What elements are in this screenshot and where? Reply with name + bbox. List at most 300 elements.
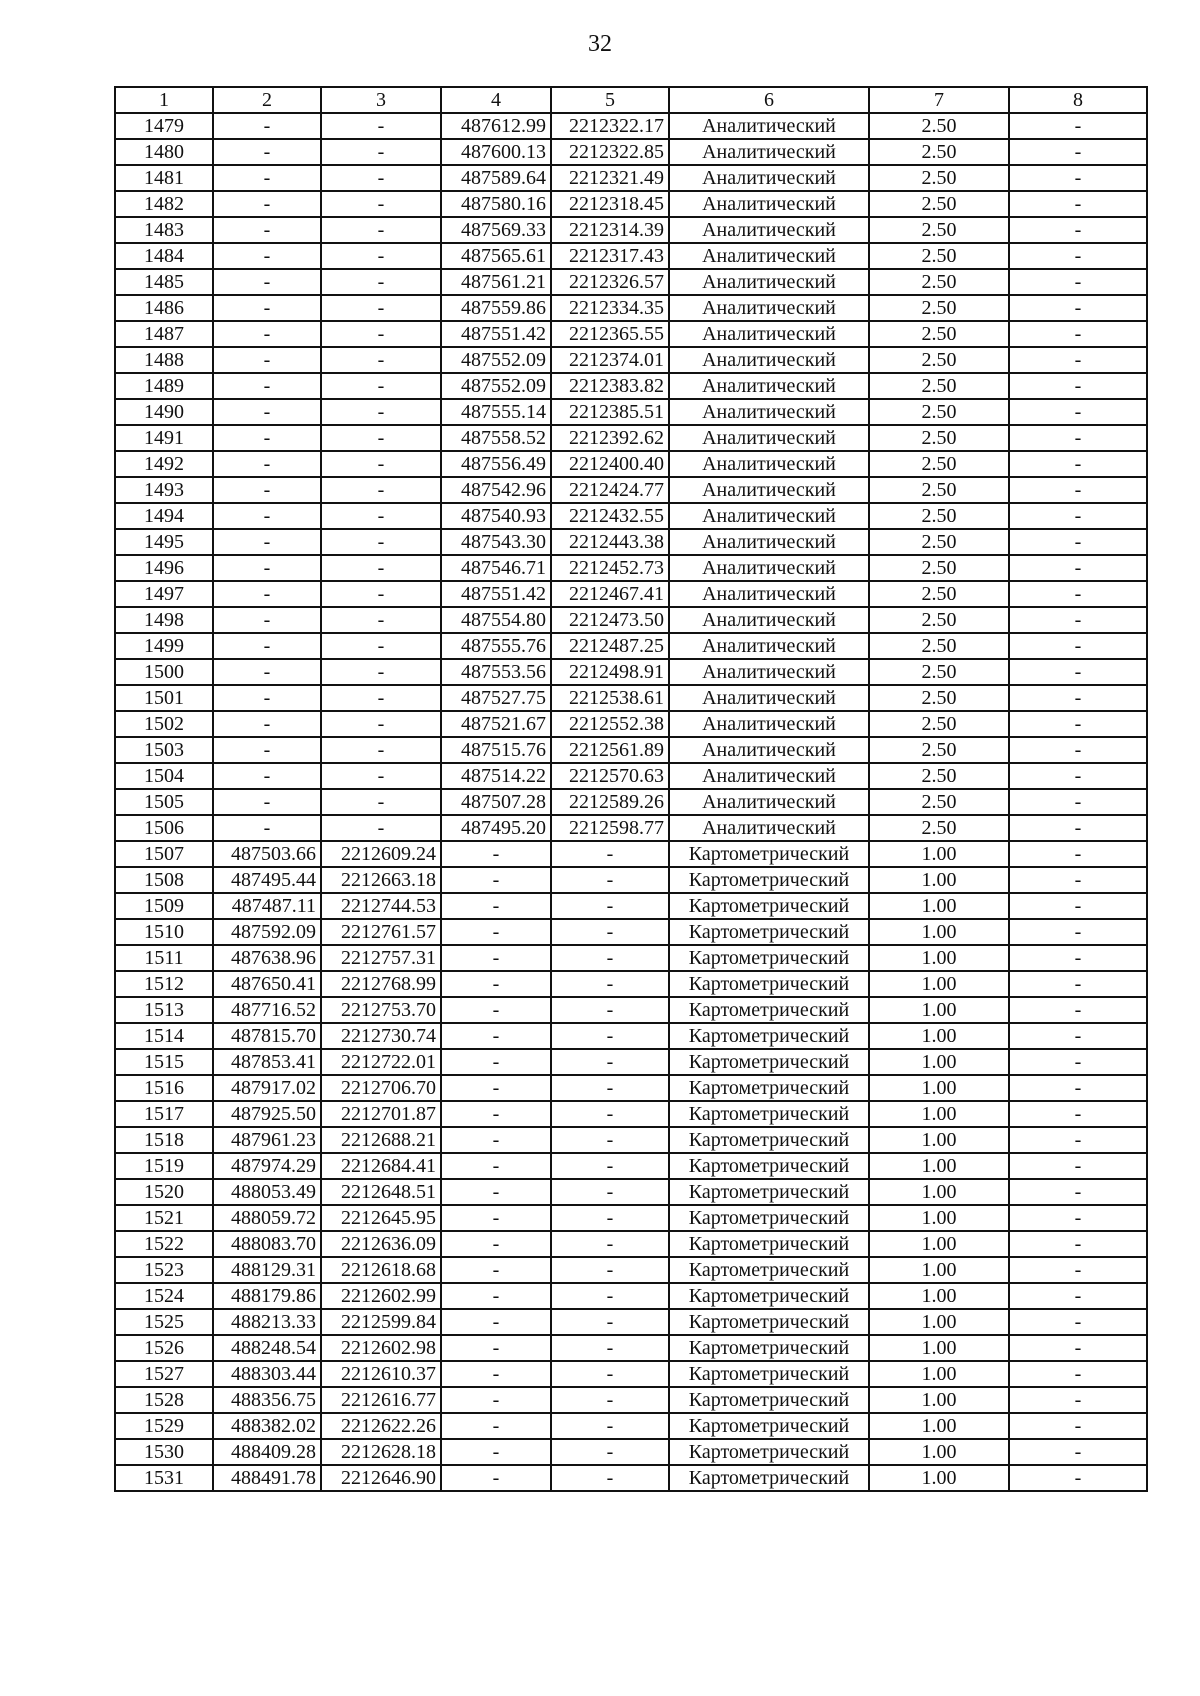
table-row	[115, 191, 1147, 217]
x-coord-cell: 487555.14	[441, 399, 551, 425]
y-coord-cell: 2212365.55	[551, 321, 669, 347]
table-row	[115, 243, 1147, 269]
x-coord-cell: 487542.96	[441, 477, 551, 503]
method-cell: Аналитический	[669, 581, 869, 607]
x-coord-cell: 488382.02	[213, 1413, 321, 1439]
note-cell: -	[1009, 711, 1147, 737]
accuracy-cell: 1.00	[869, 1283, 1009, 1309]
accuracy-cell: 1.00	[869, 867, 1009, 893]
table-row	[115, 451, 1147, 477]
table-row	[115, 425, 1147, 451]
accuracy-cell: 1.00	[869, 1361, 1009, 1387]
method-cell: Картометрический	[669, 893, 869, 919]
note-cell: -	[1009, 1387, 1147, 1413]
x-coord-cell: 487495.20	[441, 815, 551, 841]
note-cell: -	[1009, 1205, 1147, 1231]
method-cell: Картометрический	[669, 1205, 869, 1231]
note-cell: -	[1009, 191, 1147, 217]
table-row	[115, 867, 1147, 893]
column-header: 4	[441, 87, 551, 113]
point-number-cell: 1515	[115, 1049, 213, 1075]
table-row	[115, 711, 1147, 737]
accuracy-cell: 2.50	[869, 295, 1009, 321]
method-cell: Картометрический	[669, 1231, 869, 1257]
table-row	[115, 139, 1147, 165]
y-coord-cell: 2212744.53	[321, 893, 441, 919]
accuracy-cell: 2.50	[869, 685, 1009, 711]
column-header: 6	[669, 87, 869, 113]
x-coord-cell: -	[213, 191, 321, 217]
x-coord-cell: 487555.76	[441, 633, 551, 659]
x-coord-cell: -	[213, 373, 321, 399]
table-row	[115, 1023, 1147, 1049]
method-cell: Картометрический	[669, 1361, 869, 1387]
x-coord-cell: 487514.22	[441, 763, 551, 789]
point-number-cell: 1482	[115, 191, 213, 217]
x-coord-cell: 488213.33	[213, 1309, 321, 1335]
y-coord-cell: 2212684.41	[321, 1153, 441, 1179]
note-cell: -	[1009, 737, 1147, 763]
x-coord-cell: 488248.54	[213, 1335, 321, 1361]
point-number-cell: 1526	[115, 1335, 213, 1361]
method-cell: Картометрический	[669, 919, 869, 945]
method-cell: Аналитический	[669, 477, 869, 503]
note-cell: -	[1009, 685, 1147, 711]
y-coord-cell: -	[321, 789, 441, 815]
x-coord-cell: 487917.02	[213, 1075, 321, 1101]
y-coord-cell: -	[321, 295, 441, 321]
point-number-cell: 1524	[115, 1283, 213, 1309]
y-coord-cell: 2212730.74	[321, 1023, 441, 1049]
table-row	[115, 919, 1147, 945]
note-cell: -	[1009, 763, 1147, 789]
method-cell: Аналитический	[669, 269, 869, 295]
note-cell: -	[1009, 971, 1147, 997]
table-row	[115, 1387, 1147, 1413]
x-coord-cell: 487495.44	[213, 867, 321, 893]
point-number-cell: 1528	[115, 1387, 213, 1413]
note-cell: -	[1009, 347, 1147, 373]
accuracy-cell: 2.50	[869, 399, 1009, 425]
x-coord-cell: 488083.70	[213, 1231, 321, 1257]
y-coord-cell: -	[321, 503, 441, 529]
accuracy-cell: 1.00	[869, 1049, 1009, 1075]
table-row	[115, 607, 1147, 633]
point-number-cell: 1511	[115, 945, 213, 971]
accuracy-cell: 2.50	[869, 763, 1009, 789]
y-coord-cell: 2212645.95	[321, 1205, 441, 1231]
note-cell: -	[1009, 113, 1147, 139]
accuracy-cell: 1.00	[869, 971, 1009, 997]
y-coord-cell: 2212321.49	[551, 165, 669, 191]
note-cell: -	[1009, 633, 1147, 659]
method-cell: Аналитический	[669, 165, 869, 191]
y-coord-cell: 2212552.38	[551, 711, 669, 737]
column-header: 2	[213, 87, 321, 113]
accuracy-cell: 2.50	[869, 529, 1009, 555]
x-coord-cell: 487546.71	[441, 555, 551, 581]
y-coord-cell: -	[321, 139, 441, 165]
y-coord-cell: 2212467.41	[551, 581, 669, 607]
method-cell: Картометрический	[669, 1283, 869, 1309]
method-cell: Картометрический	[669, 1023, 869, 1049]
y-coord-cell: -	[551, 1361, 669, 1387]
y-coord-cell: -	[551, 1127, 669, 1153]
y-coord-cell: -	[551, 1231, 669, 1257]
y-coord-cell: 2212374.01	[551, 347, 669, 373]
y-coord-cell: 2212768.99	[321, 971, 441, 997]
accuracy-cell: 2.50	[869, 503, 1009, 529]
x-coord-cell: -	[441, 1153, 551, 1179]
note-cell: -	[1009, 555, 1147, 581]
table-row	[115, 763, 1147, 789]
table-row	[115, 815, 1147, 841]
x-coord-cell: -	[441, 1335, 551, 1361]
method-cell: Картометрический	[669, 867, 869, 893]
accuracy-cell: 1.00	[869, 1205, 1009, 1231]
note-cell: -	[1009, 1439, 1147, 1465]
table-row	[115, 1127, 1147, 1153]
x-coord-cell: 487543.30	[441, 529, 551, 555]
method-cell: Картометрический	[669, 1127, 869, 1153]
point-number-cell: 1496	[115, 555, 213, 581]
point-number-cell: 1480	[115, 139, 213, 165]
y-coord-cell: 2212326.57	[551, 269, 669, 295]
note-cell: -	[1009, 1101, 1147, 1127]
y-coord-cell: 2212609.24	[321, 841, 441, 867]
column-header: 5	[551, 87, 669, 113]
accuracy-cell: 1.00	[869, 1075, 1009, 1101]
method-cell: Аналитический	[669, 633, 869, 659]
y-coord-cell: 2212753.70	[321, 997, 441, 1023]
method-cell: Аналитический	[669, 373, 869, 399]
y-coord-cell: -	[321, 243, 441, 269]
y-coord-cell: 2212322.17	[551, 113, 669, 139]
note-cell: -	[1009, 1309, 1147, 1335]
method-cell: Картометрический	[669, 1101, 869, 1127]
note-cell: -	[1009, 1127, 1147, 1153]
x-coord-cell: -	[441, 893, 551, 919]
x-coord-cell: 487600.13	[441, 139, 551, 165]
method-cell: Аналитический	[669, 815, 869, 841]
point-number-cell: 1498	[115, 607, 213, 633]
note-cell: -	[1009, 243, 1147, 269]
y-coord-cell: -	[321, 217, 441, 243]
table-row	[115, 659, 1147, 685]
y-coord-cell: 2212385.51	[551, 399, 669, 425]
x-coord-cell: 487925.50	[213, 1101, 321, 1127]
accuracy-cell: 1.00	[869, 1439, 1009, 1465]
method-cell: Аналитический	[669, 685, 869, 711]
accuracy-cell: 2.50	[869, 607, 1009, 633]
y-coord-cell: 2212599.84	[321, 1309, 441, 1335]
y-coord-cell: 2212610.37	[321, 1361, 441, 1387]
x-coord-cell: 487551.42	[441, 581, 551, 607]
table-row	[115, 1283, 1147, 1309]
table-row	[115, 477, 1147, 503]
point-number-cell: 1529	[115, 1413, 213, 1439]
note-cell: -	[1009, 919, 1147, 945]
method-cell: Картометрический	[669, 841, 869, 867]
note-cell: -	[1009, 217, 1147, 243]
note-cell: -	[1009, 399, 1147, 425]
x-coord-cell: -	[213, 139, 321, 165]
point-number-cell: 1481	[115, 165, 213, 191]
point-number-cell: 1485	[115, 269, 213, 295]
accuracy-cell: 2.50	[869, 659, 1009, 685]
column-header: 7	[869, 87, 1009, 113]
y-coord-cell: -	[551, 1257, 669, 1283]
accuracy-cell: 1.00	[869, 1101, 1009, 1127]
note-cell: -	[1009, 893, 1147, 919]
y-coord-cell: -	[551, 1179, 669, 1205]
y-coord-cell: -	[321, 477, 441, 503]
y-coord-cell: -	[321, 607, 441, 633]
y-coord-cell: 2212663.18	[321, 867, 441, 893]
y-coord-cell: -	[551, 841, 669, 867]
y-coord-cell: 2212618.68	[321, 1257, 441, 1283]
y-coord-cell: 2212561.89	[551, 737, 669, 763]
y-coord-cell: -	[321, 425, 441, 451]
table-header-row	[115, 87, 1147, 113]
x-coord-cell: -	[213, 737, 321, 763]
table-row	[115, 1361, 1147, 1387]
x-coord-cell: 487565.61	[441, 243, 551, 269]
method-cell: Аналитический	[669, 321, 869, 347]
point-number-cell: 1517	[115, 1101, 213, 1127]
x-coord-cell: 487569.33	[441, 217, 551, 243]
method-cell: Картометрический	[669, 1335, 869, 1361]
x-coord-cell: 487650.41	[213, 971, 321, 997]
y-coord-cell: -	[321, 763, 441, 789]
x-coord-cell: 488179.86	[213, 1283, 321, 1309]
y-coord-cell: -	[321, 737, 441, 763]
x-coord-cell: 487540.93	[441, 503, 551, 529]
method-cell: Картометрический	[669, 1309, 869, 1335]
x-coord-cell: 487551.42	[441, 321, 551, 347]
point-number-cell: 1506	[115, 815, 213, 841]
x-coord-cell: -	[213, 295, 321, 321]
accuracy-cell: 2.50	[869, 711, 1009, 737]
method-cell: Аналитический	[669, 659, 869, 685]
method-cell: Аналитический	[669, 425, 869, 451]
x-coord-cell: -	[441, 919, 551, 945]
point-number-cell: 1497	[115, 581, 213, 607]
accuracy-cell: 2.50	[869, 269, 1009, 295]
point-number-cell: 1521	[115, 1205, 213, 1231]
accuracy-cell: 1.00	[869, 1335, 1009, 1361]
note-cell: -	[1009, 1179, 1147, 1205]
x-coord-cell: -	[441, 1387, 551, 1413]
y-coord-cell: 2212318.45	[551, 191, 669, 217]
x-coord-cell: -	[441, 1049, 551, 1075]
accuracy-cell: 2.50	[869, 217, 1009, 243]
x-coord-cell: -	[213, 399, 321, 425]
table-row	[115, 1075, 1147, 1101]
point-number-cell: 1527	[115, 1361, 213, 1387]
note-cell: -	[1009, 1335, 1147, 1361]
note-cell: -	[1009, 1361, 1147, 1387]
point-number-cell: 1491	[115, 425, 213, 451]
y-coord-cell: 2212317.43	[551, 243, 669, 269]
method-cell: Картометрический	[669, 1387, 869, 1413]
note-cell: -	[1009, 1075, 1147, 1101]
note-cell: -	[1009, 997, 1147, 1023]
accuracy-cell: 2.50	[869, 321, 1009, 347]
point-number-cell: 1503	[115, 737, 213, 763]
x-coord-cell: -	[213, 113, 321, 139]
y-coord-cell: 2212400.40	[551, 451, 669, 477]
point-number-cell: 1505	[115, 789, 213, 815]
accuracy-cell: 1.00	[869, 1127, 1009, 1153]
point-number-cell: 1484	[115, 243, 213, 269]
y-coord-cell: 2212383.82	[551, 373, 669, 399]
table-row	[115, 997, 1147, 1023]
y-coord-cell: -	[321, 711, 441, 737]
y-coord-cell: 2212701.87	[321, 1101, 441, 1127]
accuracy-cell: 2.50	[869, 451, 1009, 477]
accuracy-cell: 2.50	[869, 113, 1009, 139]
note-cell: -	[1009, 503, 1147, 529]
point-number-cell: 1489	[115, 373, 213, 399]
accuracy-cell: 1.00	[869, 1465, 1009, 1491]
y-coord-cell: -	[551, 1335, 669, 1361]
table-row	[115, 165, 1147, 191]
method-cell: Аналитический	[669, 347, 869, 373]
y-coord-cell: 2212498.91	[551, 659, 669, 685]
x-coord-cell: -	[213, 347, 321, 373]
y-coord-cell: -	[321, 529, 441, 555]
y-coord-cell: -	[551, 997, 669, 1023]
point-number-cell: 1514	[115, 1023, 213, 1049]
y-coord-cell: 2212602.98	[321, 1335, 441, 1361]
x-coord-cell: -	[441, 867, 551, 893]
point-number-cell: 1520	[115, 1179, 213, 1205]
point-number-cell: 1519	[115, 1153, 213, 1179]
x-coord-cell: 487592.09	[213, 919, 321, 945]
x-coord-cell: -	[441, 1179, 551, 1205]
note-cell: -	[1009, 451, 1147, 477]
accuracy-cell: 1.00	[869, 1413, 1009, 1439]
x-coord-cell: -	[213, 711, 321, 737]
x-coord-cell: 487974.29	[213, 1153, 321, 1179]
x-coord-cell: -	[441, 1257, 551, 1283]
table-row	[115, 633, 1147, 659]
y-coord-cell: 2212622.26	[321, 1413, 441, 1439]
y-coord-cell: 2212589.26	[551, 789, 669, 815]
x-coord-cell: -	[441, 1101, 551, 1127]
accuracy-cell: 1.00	[869, 1257, 1009, 1283]
note-cell: -	[1009, 815, 1147, 841]
table-row	[115, 269, 1147, 295]
y-coord-cell: 2212757.31	[321, 945, 441, 971]
point-number-cell: 1494	[115, 503, 213, 529]
y-coord-cell: 2212334.35	[551, 295, 669, 321]
x-coord-cell: -	[213, 659, 321, 685]
y-coord-cell: -	[321, 321, 441, 347]
table-row	[115, 1465, 1147, 1491]
point-number-cell: 1525	[115, 1309, 213, 1335]
x-coord-cell: -	[213, 789, 321, 815]
table-row	[115, 529, 1147, 555]
x-coord-cell: -	[441, 1309, 551, 1335]
y-coord-cell: -	[321, 399, 441, 425]
y-coord-cell: -	[551, 867, 669, 893]
table-row	[115, 399, 1147, 425]
y-coord-cell: -	[551, 945, 669, 971]
accuracy-cell: 1.00	[869, 841, 1009, 867]
y-coord-cell: -	[321, 633, 441, 659]
accuracy-cell: 2.50	[869, 191, 1009, 217]
method-cell: Картометрический	[669, 1439, 869, 1465]
y-coord-cell: -	[551, 1101, 669, 1127]
accuracy-cell: 2.50	[869, 555, 1009, 581]
x-coord-cell: 487527.75	[441, 685, 551, 711]
accuracy-cell: 2.50	[869, 737, 1009, 763]
x-coord-cell: 487961.23	[213, 1127, 321, 1153]
accuracy-cell: 1.00	[869, 1387, 1009, 1413]
y-coord-cell: 2212602.99	[321, 1283, 441, 1309]
table-row	[115, 685, 1147, 711]
note-cell: -	[1009, 1257, 1147, 1283]
point-number-cell: 1518	[115, 1127, 213, 1153]
method-cell: Картометрический	[669, 1179, 869, 1205]
x-coord-cell: -	[213, 451, 321, 477]
y-coord-cell: -	[551, 1465, 669, 1491]
y-coord-cell: 2212487.25	[551, 633, 669, 659]
accuracy-cell: 2.50	[869, 139, 1009, 165]
x-coord-cell: 487815.70	[213, 1023, 321, 1049]
method-cell: Аналитический	[669, 711, 869, 737]
x-coord-cell: 488303.44	[213, 1361, 321, 1387]
y-coord-cell: -	[321, 685, 441, 711]
y-coord-cell: -	[321, 347, 441, 373]
point-number-cell: 1507	[115, 841, 213, 867]
accuracy-cell: 1.00	[869, 997, 1009, 1023]
note-cell: -	[1009, 529, 1147, 555]
table-row	[115, 841, 1147, 867]
y-coord-cell: 2212628.18	[321, 1439, 441, 1465]
y-coord-cell: 2212392.62	[551, 425, 669, 451]
accuracy-cell: 1.00	[869, 919, 1009, 945]
y-coord-cell: 2212538.61	[551, 685, 669, 711]
y-coord-cell: 2212688.21	[321, 1127, 441, 1153]
y-coord-cell: -	[551, 1023, 669, 1049]
table-row	[115, 1231, 1147, 1257]
table-row	[115, 1335, 1147, 1361]
y-coord-cell: 2212761.57	[321, 919, 441, 945]
x-coord-cell: -	[213, 425, 321, 451]
method-cell: Аналитический	[669, 295, 869, 321]
point-number-cell: 1508	[115, 867, 213, 893]
note-cell: -	[1009, 1049, 1147, 1075]
accuracy-cell: 2.50	[869, 815, 1009, 841]
x-coord-cell: -	[441, 1439, 551, 1465]
table-row	[115, 321, 1147, 347]
method-cell: Аналитический	[669, 529, 869, 555]
x-coord-cell: 487553.56	[441, 659, 551, 685]
note-cell: -	[1009, 1465, 1147, 1491]
note-cell: -	[1009, 1153, 1147, 1179]
x-coord-cell: -	[213, 477, 321, 503]
table-row	[115, 1153, 1147, 1179]
x-coord-cell: 487559.86	[441, 295, 551, 321]
x-coord-cell: 487561.21	[441, 269, 551, 295]
x-coord-cell: 487487.11	[213, 893, 321, 919]
note-cell: -	[1009, 295, 1147, 321]
y-coord-cell: -	[321, 269, 441, 295]
method-cell: Картометрический	[669, 945, 869, 971]
